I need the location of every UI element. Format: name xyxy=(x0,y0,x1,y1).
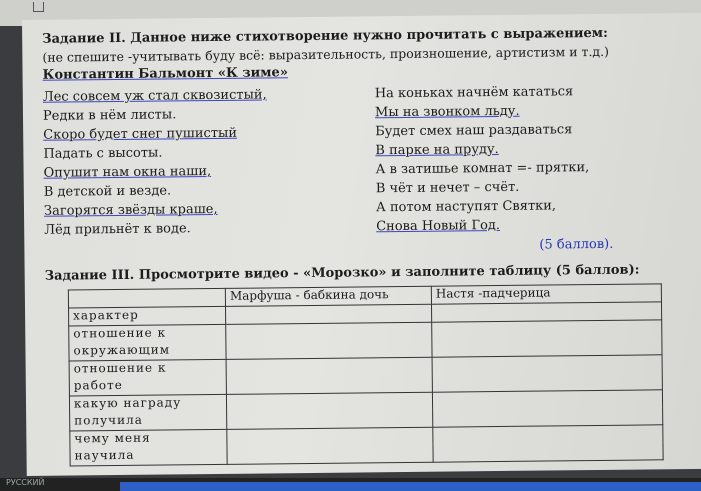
answer-cell-marfusha[interactable] xyxy=(226,392,432,429)
column-header-marfusha: Марфуша - бабкина дочь xyxy=(225,286,431,306)
poem-left-line: Загорятся звёзды краше, xyxy=(43,201,218,219)
poem-left-line: Скоро будет снег пушистый xyxy=(43,125,238,143)
answer-cell-marfusha[interactable] xyxy=(227,427,433,464)
row-label: характер xyxy=(69,306,226,326)
table-corner-cell xyxy=(68,288,225,308)
task2-heading: Задание II. Данное ниже стихотворение нужно прочитать с выражением: xyxy=(42,25,608,47)
row-label: какую награду xyxy=(69,394,226,413)
poem-left-line: Падать с высоты. xyxy=(43,145,163,162)
row-label: работе xyxy=(69,377,226,396)
row-label: отношение к xyxy=(69,324,226,343)
poem-left-line: В детской и везде. xyxy=(43,183,172,200)
poem-right-line: Будет смех наш раздаваться xyxy=(375,122,573,140)
column-header-nastya: Настя -падчерица xyxy=(431,284,661,304)
bookmark-icon xyxy=(33,2,44,12)
row-label: получила xyxy=(70,412,227,431)
answer-cell-nastya[interactable] xyxy=(432,320,662,357)
poem-left-line: Лёд прильнёт к воде. xyxy=(44,221,191,238)
answer-cell-marfusha[interactable] xyxy=(226,304,432,324)
answer-cell-nastya[interactable] xyxy=(432,390,662,427)
answer-cell-nastya[interactable] xyxy=(431,302,661,322)
row-label: научила xyxy=(70,447,227,466)
task2-points: (5 баллов). xyxy=(539,236,614,253)
poem-right-line: На коньках начнём кататься xyxy=(374,84,574,102)
answer-cell-nastya[interactable] xyxy=(433,425,663,462)
answer-cell-nastya[interactable] xyxy=(432,355,662,392)
poem-right-line: А в затишье комнат =- прятки, xyxy=(375,160,590,178)
characters-table xyxy=(68,283,664,466)
poem-right-line: А потом наступят Святки, xyxy=(375,198,557,216)
poem-left-line: Редки в нём листы. xyxy=(42,107,177,124)
answer-cell-marfusha[interactable] xyxy=(226,357,432,394)
taskbar-strip xyxy=(120,482,701,491)
row-label: чему меня xyxy=(70,429,227,448)
poem-right-line: Снова Новый Год. xyxy=(376,218,501,235)
row-label: отношение к xyxy=(69,359,226,378)
poem-title: Константин Бальмонт «К зиме» xyxy=(42,65,288,83)
poem-right-line: В чёт и нечет – счёт. xyxy=(375,179,520,197)
answer-cell-marfusha[interactable] xyxy=(226,322,432,359)
document-page xyxy=(22,13,701,476)
poem-left-line: Опушит нам окна наши, xyxy=(43,164,212,181)
poem-left-line: Лес совсем уж стал сквозистый, xyxy=(42,87,267,105)
poem-right-line: Мы на звонком льду. xyxy=(374,103,520,121)
task3-heading: Задание III. Просмотрите видео - «Морозко» и заполните таблицу (5 баллов): xyxy=(44,262,640,284)
poem-right-line: В парке на пруду. xyxy=(375,142,499,159)
task2-note: (не спешите -учитывать буду всё: выразительность, произношение, артистизм и т.д.) xyxy=(42,43,610,65)
row-label: окружающим xyxy=(69,342,226,361)
language-indicator: РУССКИЙ xyxy=(6,478,45,487)
